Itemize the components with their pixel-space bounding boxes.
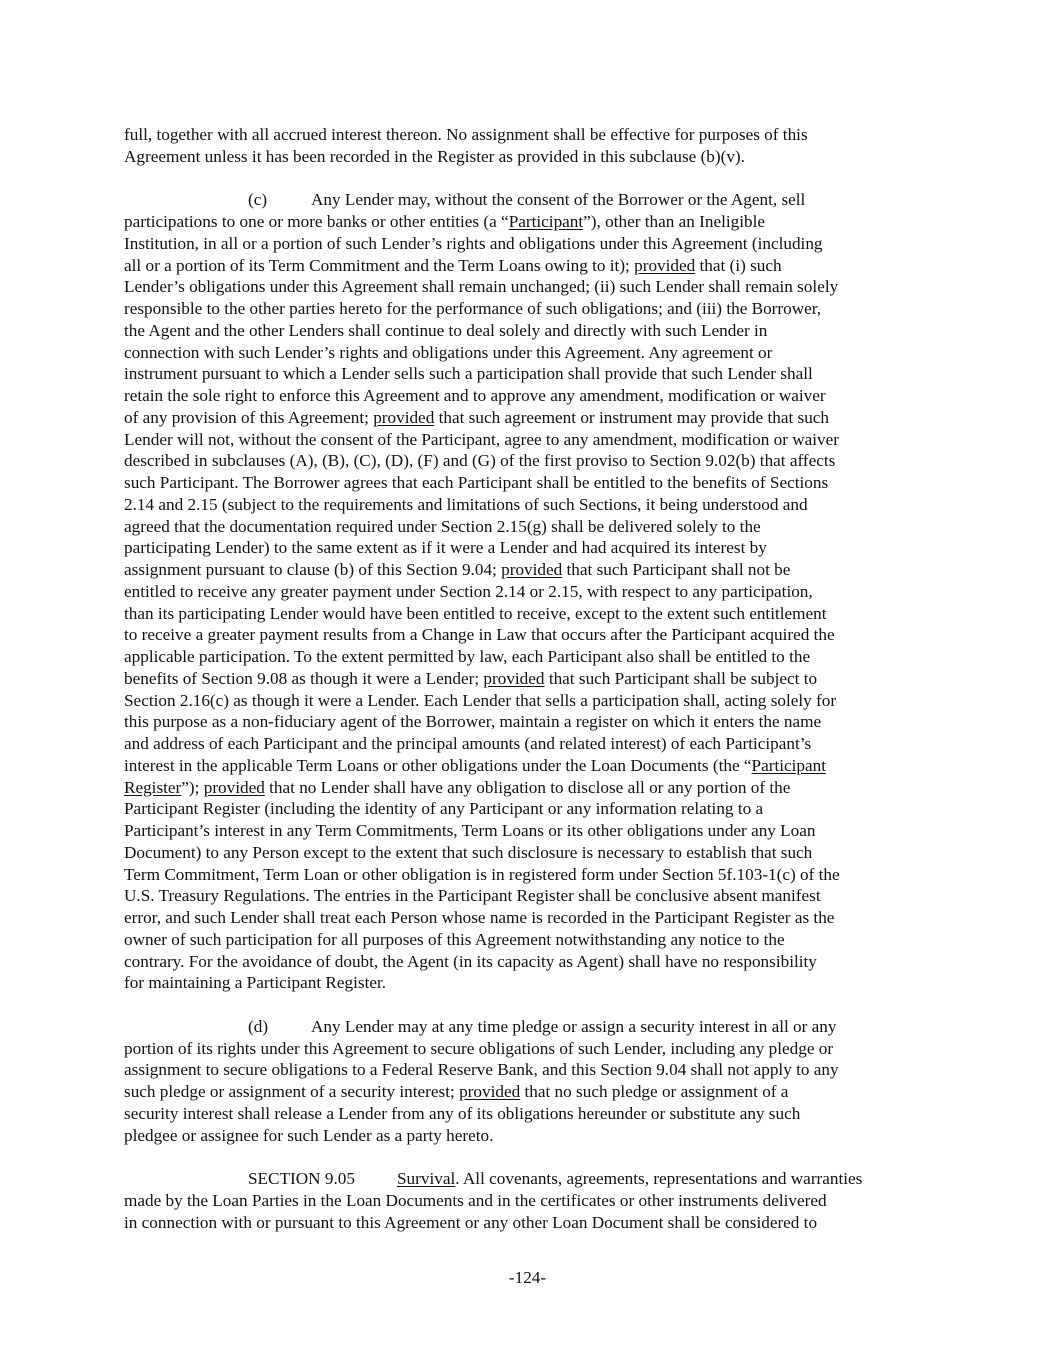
text-line: participating Lender) to the same extent as if it were a Lender and had acquired its interest by [124,538,767,558]
text-line: such Participant. The Borrower agrees that each Participant shall be entitled to the benefits of Sections [124,473,829,492]
text-line: applicable participation. To the extent permitted by law, each Participant also shall be entitled to the [124,647,811,666]
text-line: pledgee or assignee for such Lender as a party hereto. [124,1125,494,1145]
text-line: to receive a greater payment results from a Change in Law that occurs after the Participant acquired the [124,625,835,645]
text-line: for maintaining a Participant Register. [124,973,387,993]
text-line: participations to one or more banks or other entities (a “Participant”), other than an Ineligible [124,212,766,231]
paragraph-d [124,1016,924,1147]
text-line: interest in the applicable Term Loans or other obligations under the Loan Documents (the “Participant [124,755,827,775]
text-line: Participant’s interest in any Term Commitments, Term Loans or its other obligations under any Loan [124,821,816,840]
text-line: than its participating Lender would have been entitled to receive, except to the extent such entitlement [124,603,827,623]
section-label: SECTION 9.05 [248,1169,355,1188]
text-line: SECTION 9.05 Survival. All covenants, agreements, representations and warranties [248,1169,863,1188]
text-line: Participant Register (including the identity of any Participant or any information relating to a [124,799,764,819]
text-line: entitled to receive any greater payment under Section 2.14 or 2.15, with respect to any participation, [124,581,813,601]
text-line: described in subclauses (A), (B), (C), (D), (F) and (G) of the first proviso to Section 9.02(b) that affects [124,451,836,471]
text-line: this purpose as a non-fiduciary agent of the Borrower, maintain a register on which it enters the name [124,712,822,732]
text-line: security interest shall release a Lender from any of its obligations hereunder or substitute any such [124,1103,801,1123]
text-line: agreed that the documentation required under Section 2.15(g) shall be delivered solely to the [124,516,761,536]
text-line: connection with such Lender’s rights and obligations under this Agreement. Any agreement or [124,342,773,362]
proviso-term: provided [203,777,265,797]
section-heading: Survival [397,1169,456,1188]
text-line: owner of such participation for all purposes of this Agreement notwithstanding any notice to the [124,929,785,949]
text-line: 2.14 and 2.15 (subject to the requirements and limitations of such Sections, it being understood and [124,494,808,514]
text-line: Register”); provided that no Lender shall have any obligation to disclose all or any portion of the [124,777,791,797]
text-line: contrary. For the avoidance of doubt, the Agent (in its capacity as Agent) shall have no responsibility [124,951,817,971]
text-line: such pledge or assignment of a security interest; provided that no such pledge or assignment of a [124,1082,789,1101]
text-line: Institution, in all or a portion of such Lender’s rights and obligations under this Agreement (including [124,233,823,253]
text-line: of any provision of this Agreement; provided that such agreement or instrument may provide that such [124,407,830,427]
text-line: benefits of Section 9.08 as though it were a Lender; provided that such Participant shall be subject to [124,668,818,688]
proviso-term: provided [501,560,563,579]
text-line: (c) Any Lender may, without the consent of the Borrower or the Agent, sell [248,190,806,210]
text-line: Agreement unless it has been recorded in the Register as provided in this subclause (b)(v). [124,146,745,166]
defined-term-participant-register: Register [124,777,182,797]
proviso-term: provided [483,668,545,688]
text-line: instrument pursuant to which a Lender sells such a participation shall provide that such Lender shall [124,364,813,384]
proviso-term: provided [459,1082,521,1101]
text-line: U.S. Treasury Regulations. The entries in the Participant Register shall be conclusive absent manifest [124,886,821,906]
paragraph-c [124,189,924,994]
text-line: retain the sole right to enforce this Agreement and to approve any amendment, modification or waiver [124,386,826,405]
text-line: and address of each Participant and the principal amounts (and related interest) of each Participant’s [124,734,812,753]
text-line: responsible to the other parties hereto for the performance of such obligations; and (iii) the Borrower, [124,299,822,318]
text-line: made by the Loan Parties in the Loan Documents and in the certificates or other instruments delivered [124,1190,827,1210]
paragraph-intro [124,124,924,168]
paragraph-section-9-05 [124,1168,924,1233]
document-body [124,124,924,1255]
text-line: (d) Any Lender may at any time pledge or assign a security interest in all or any [248,1016,837,1036]
defined-term-participant-register: Participant [751,755,827,775]
text-line: all or a portion of its Term Commitment and the Term Loans owing to it); provided that (i) such [124,255,782,275]
text-line: Lender will not, without the consent of the Participant, agree to any amendment, modification or waiver [124,429,839,449]
text-line: assignment to secure obligations to a Federal Reserve Bank, and this Section 9.04 shall not apply to any [124,1060,839,1080]
text-line: Document) to any Person except to the extent that such disclosure is necessary to establish that such [124,842,813,862]
text-line: assignment pursuant to clause (b) of this Section 9.04; provided that such Participant shall not be [124,560,791,579]
clause-label: (d) [248,1016,269,1036]
text-line: Lender’s obligations under this Agreement shall remain unchanged; (ii) such Lender shall remain solely [124,277,839,297]
clause-label: (c) [248,190,268,210]
text-line: error, and such Lender shall treat each Person whose name is recorded in the Participant Register as the [124,908,835,927]
page-number: -124- [508,1268,547,1287]
text-line: Term Commitment, Term Loan or other obligation is in registered form under Section 5f.103-1(c) of the [124,864,840,884]
proviso-term: provided [634,255,696,275]
defined-term-participant: Participant [508,212,584,231]
text-line: the Agent and the other Lenders shall continue to deal solely and directly with such Lender in [124,320,768,340]
text-line: full, together with all accrued interest thereon. No assignment shall be effective for purposes of this [124,125,808,144]
text-line: Section 2.16(c) as though it were a Lender. Each Lender that sells a participation shall, acting solely for [124,690,837,710]
proviso-term: provided [373,407,435,427]
text-line: portion of its rights under this Agreement to secure obligations of such Lender, including any pledge or [124,1038,834,1058]
text-line: in connection with or pursuant to this Agreement or any other Loan Document shall be considered to [124,1212,818,1232]
